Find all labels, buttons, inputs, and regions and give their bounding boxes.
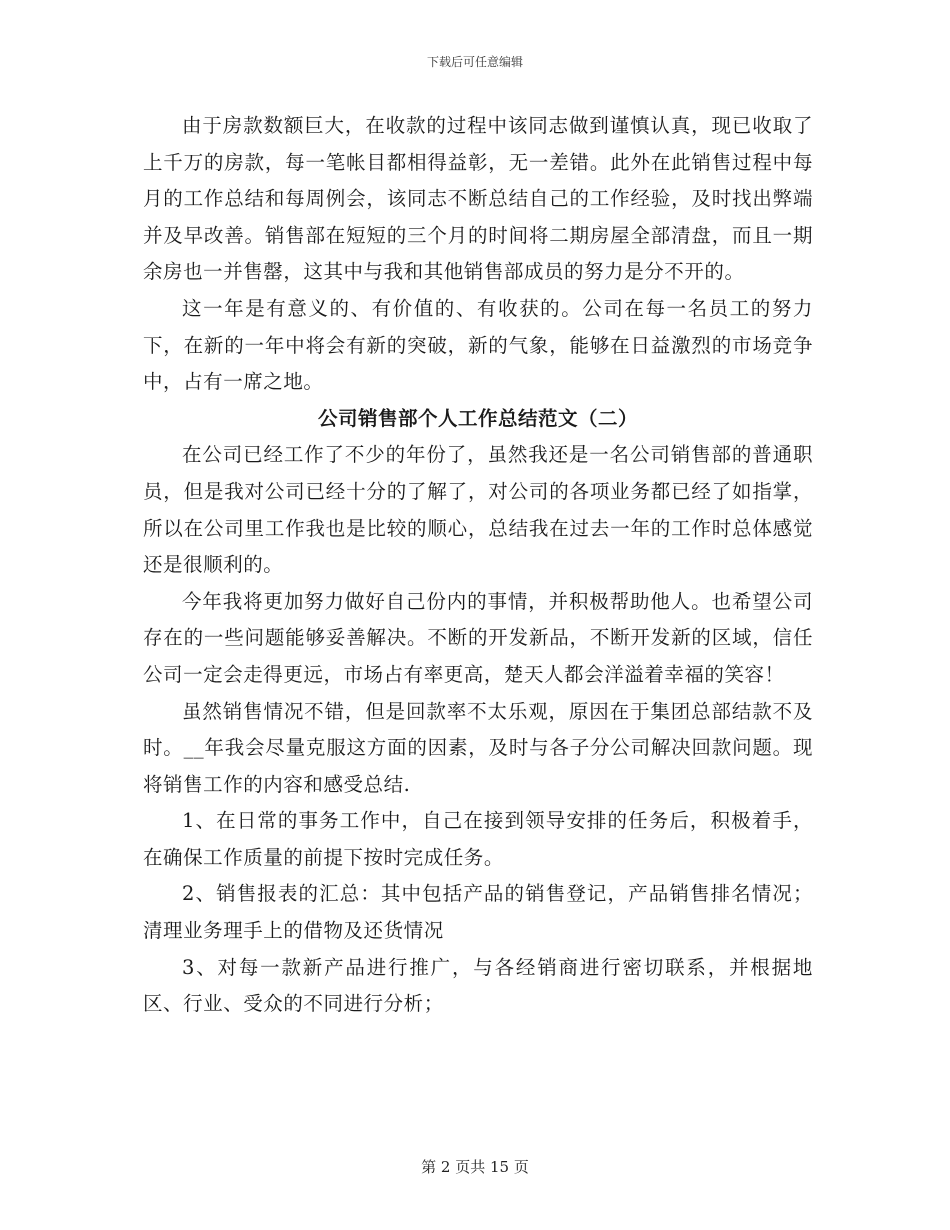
paragraph: 今年我将更加努力做好自己份内的事情，并积极帮助他人。也希望公司存在的一些问题能够妥善解决。不断的开发新品，不断开发新的区域，信任公司一定会走得更远，市场占有率更高，楚天人都会洋溢着幸福的笑容！ xyxy=(143,589,813,686)
page-header: 下载后可任意编辑 xyxy=(426,55,523,69)
document-body xyxy=(143,108,813,1023)
section-heading: 公司销售部个人工作总结范文（二） xyxy=(317,406,638,430)
paragraph: 这一年是有意义的、有价值的、有收获的。公司在每一名员工的努力下，在新的一年中将会有新的突破，新的气象，能够在日益激烈的市场竞争中，占有一席之地。 xyxy=(143,296,813,394)
paragraph: 3、对每一款新产品进行推广，与各经销商进行密切联系，并根据地区、行业、受众的不同进行分析； xyxy=(143,955,813,1016)
paragraph: 在公司已经工作了不少的年份了，虽然我还是一名公司销售部的普通职员，但是我对公司已经十分的了解了，对公司的各项业务都已经了如指掌，所以在公司里工作我也是比较的顺心，总结我在过去一年的工作时总体感觉还是很顺利的。 xyxy=(143,443,813,577)
paragraph: 2、销售报表的汇总：其中包括产品的销售登记，产品销售排名情况；清理业务理手上的借物及还货情况 xyxy=(143,882,813,943)
paragraph: 由于房款数额巨大，在收款的过程中该同志做到谨慎认真，现已收取了上千万的房款，每一笔帐目都相得益彰，无一差错。此外在此销售过程中每月的工作总结和每周例会，该同志不断总结自己的工作经验，及时找出弊端并及早改善。销售部在短短的三个月的时间将二期房屋全部清盘，而且一期余房也一并售罄，这其中与我和其他销售部成员的努力是分不开的。 xyxy=(143,114,813,284)
paragraph: 1、在日常的事务工作中，自己在接到领导安排的任务后，积极着手，在确保工作质量的前提下按时完成任务。 xyxy=(143,809,813,869)
paragraph: 虽然销售情况不错，但是回款率不太乐观，原因在于集团总部结款不及时。__年我会尽量克服这方面的因素，及时与各子分公司解决回款问题。现将销售工作的内容和感受总结. xyxy=(143,699,813,796)
page-footer: 第 2 页共 15 页 xyxy=(421,1158,529,1176)
